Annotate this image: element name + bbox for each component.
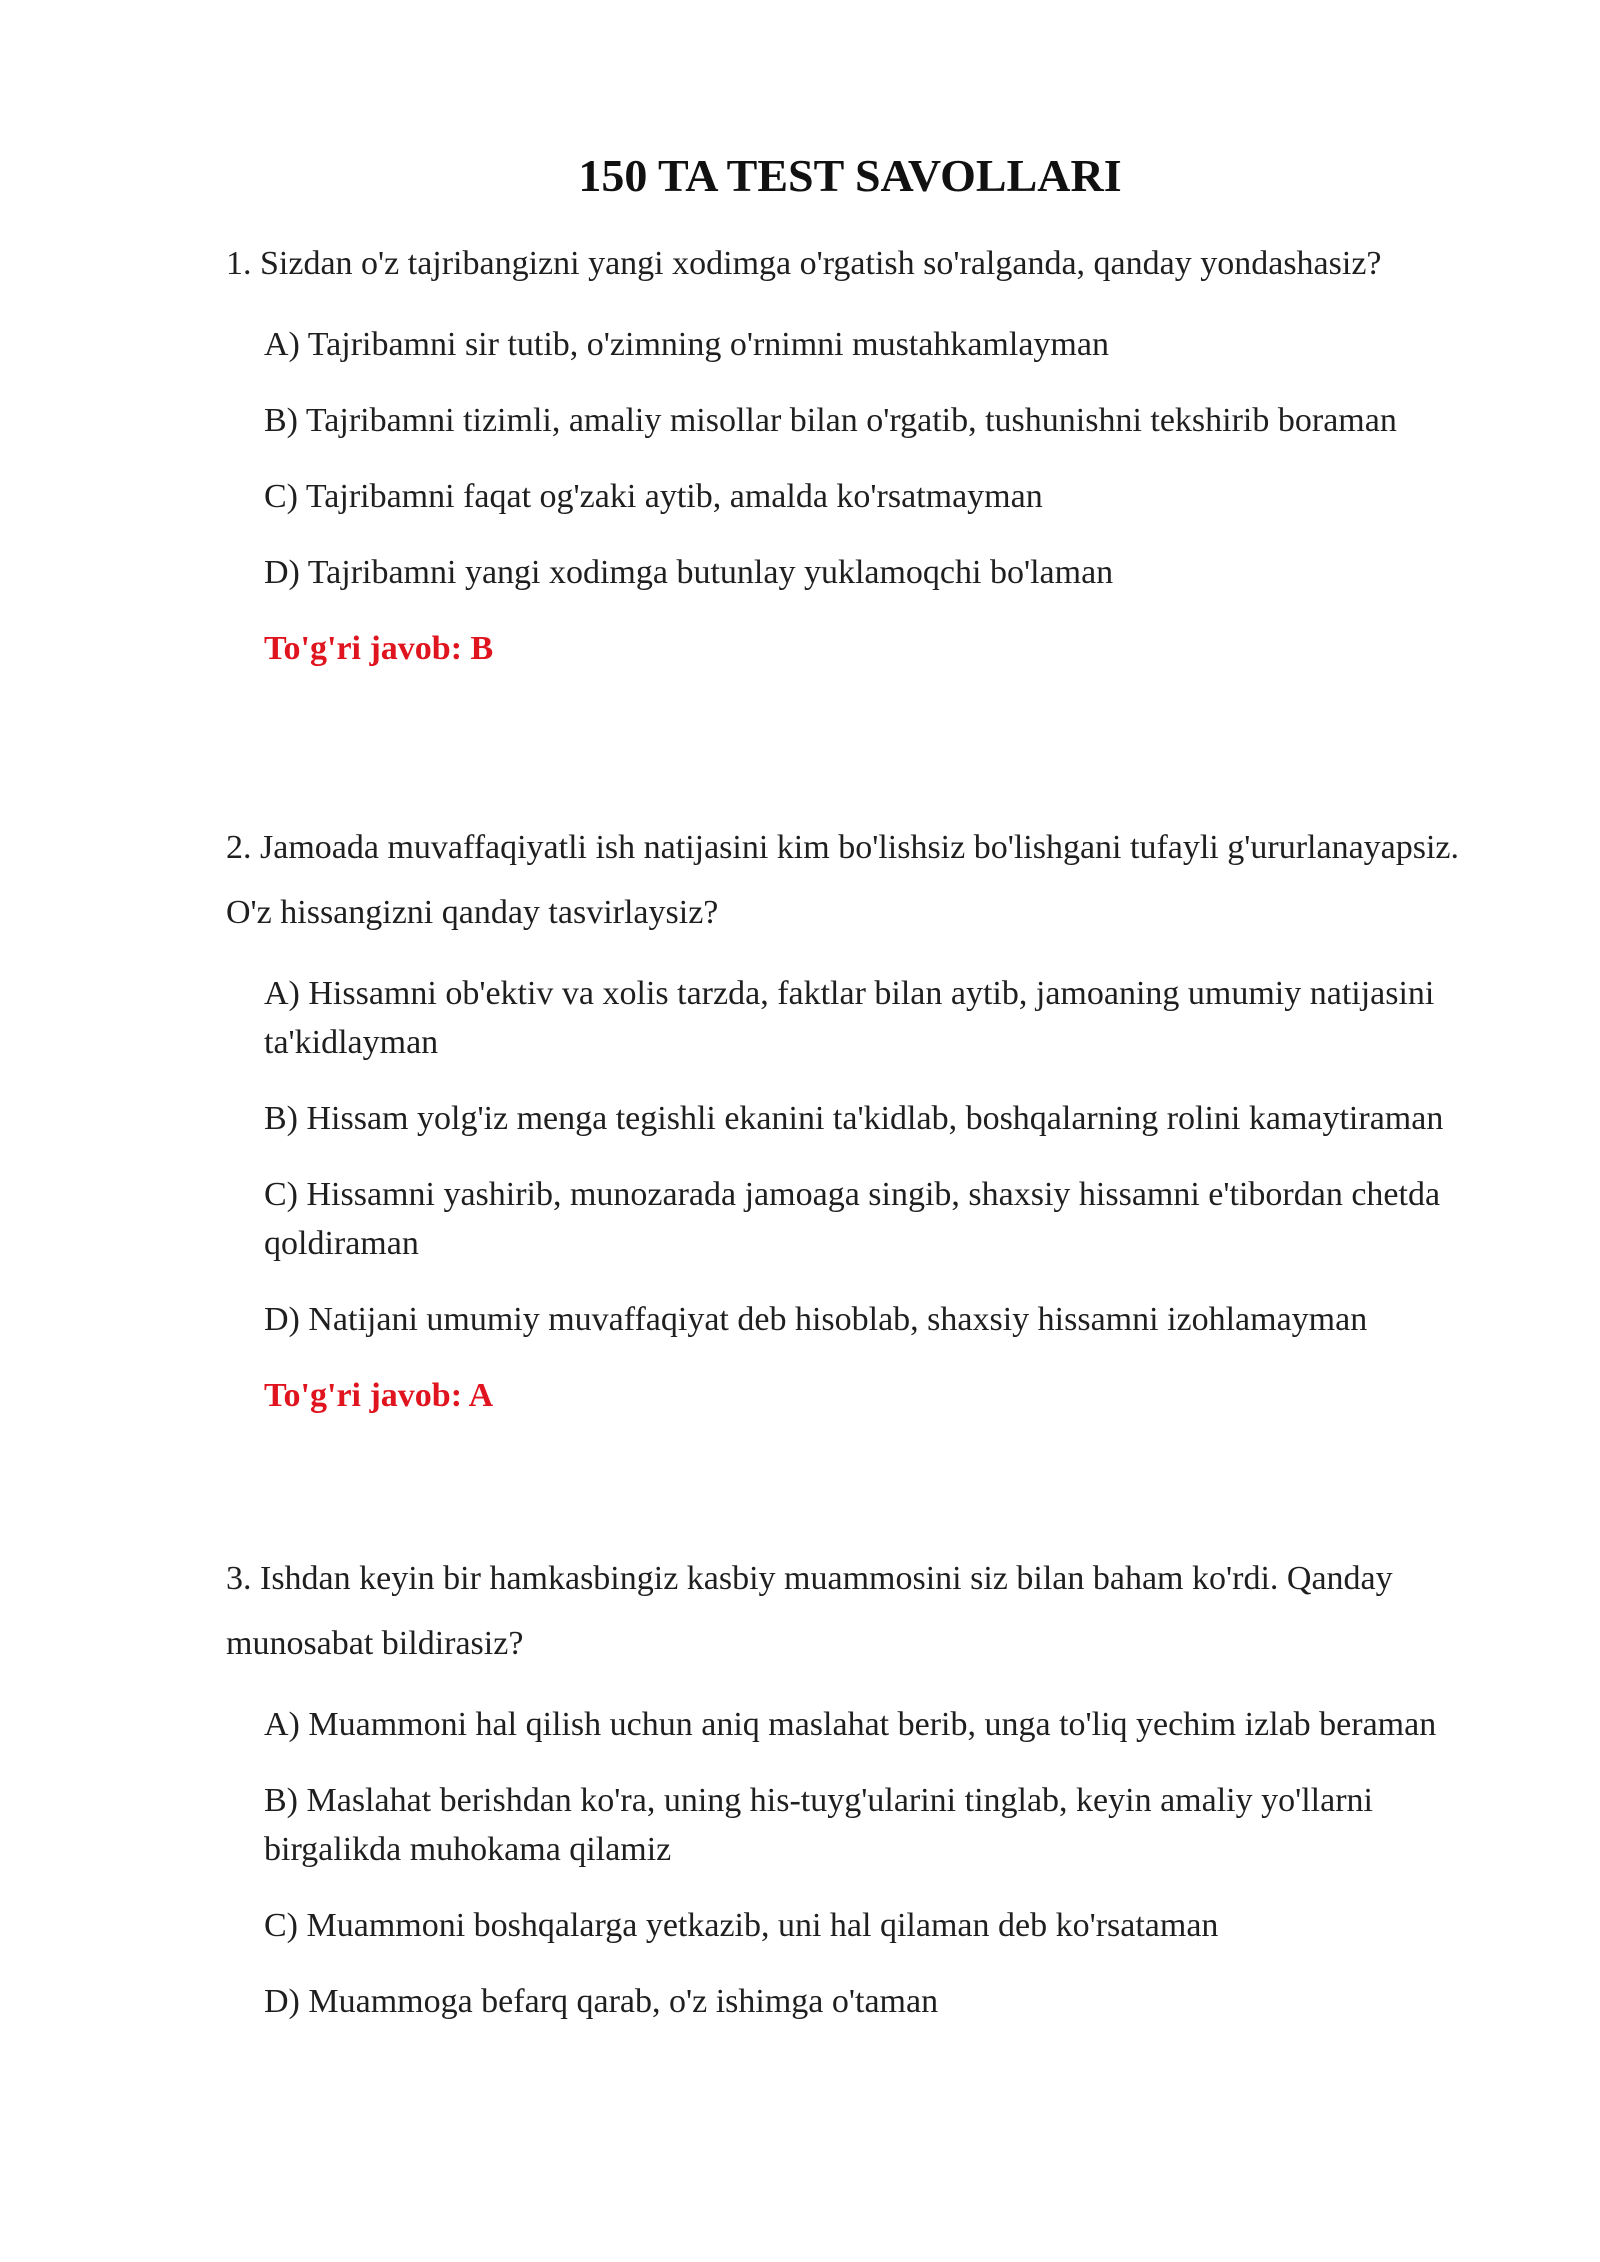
options-list	[226, 320, 1476, 597]
option-d: D) Muammoga befarq qarab, o'z ishimga o'taman	[264, 1983, 939, 2020]
option-d: D) Tajribamni yangi xodimga butunlay yuklamoqchi bo'laman	[264, 554, 1114, 591]
correct-answer: To'g'ri javob: B	[264, 630, 494, 667]
option-d: D) Natijani umumiy muvaffaqiyat deb hisoblab, shaxsiy hissamni izohlamayman	[264, 1301, 1368, 1338]
option-a: A) Tajribamni sir tutib, o'zimning o'rnimni mustahkamlayman	[264, 326, 1109, 363]
option-a: A) Muammoni hal qilish uchun aniq maslahat berib, unga to'liq yechim izlab beraman	[264, 1706, 1437, 1743]
question-text: 1. Sizdan o'z tajribangizni yangi xodimga o'rgatish so'ralganda, qanday yondashasiz?	[226, 245, 1382, 282]
options-list	[226, 1700, 1476, 2026]
page-title: 150 TA TEST SAVOLLARI	[578, 150, 1122, 201]
question-text: 3. Ishdan keyin bir hamkasbingiz kasbiy muammosini siz bilan baham ko'rdi. Qanday munosabat bildirasiz?	[226, 1560, 1393, 1662]
question-1	[226, 231, 1476, 673]
options-list	[226, 969, 1476, 1344]
option-c: C) Hissamni yashirib, munozarada jamoaga singib, shaxsiy hissamni e'tibordan chetda qoldiraman	[264, 1176, 1441, 1262]
option-b: B) Tajribamni tizimli, amaliy misollar bilan o'rgatib, tushunishni tekshirib boraman	[264, 402, 1397, 439]
correct-answer: To'g'ri javob: A	[264, 1377, 494, 1414]
option-c: C) Tajribamni faqat og'zaki aytib, amalda ko'rsatmayman	[264, 478, 1043, 515]
option-b: B) Maslahat berishdan ko'ra, uning his-tuyg'ularini tinglab, keyin amaliy yo'llarni birgalikda muhokama qilamiz	[264, 1782, 1373, 1868]
option-a: A) Hissamni ob'ektiv va xolis tarzda, faktlar bilan aytib, jamoaning umumiy natijasini ta'kidlayman	[264, 975, 1435, 1061]
question-text: 2. Jamoada muvaffaqiyatli ish natijasini kim bo'lishsiz bo'lishgani tufayli g'ururlanayapsiz. O'z hissangizni qanday tasvirlaysiz?	[226, 829, 1460, 931]
option-c: C) Muammoni boshqalarga yetkazib, uni hal qilaman deb ko'rsataman	[264, 1907, 1219, 1944]
option-b: B) Hissam yolg'iz menga tegishli ekanini ta'kidlab, boshqalarning rolini kamaytiraman	[264, 1100, 1444, 1137]
question-2	[226, 815, 1476, 1420]
question-3	[226, 1546, 1476, 2053]
